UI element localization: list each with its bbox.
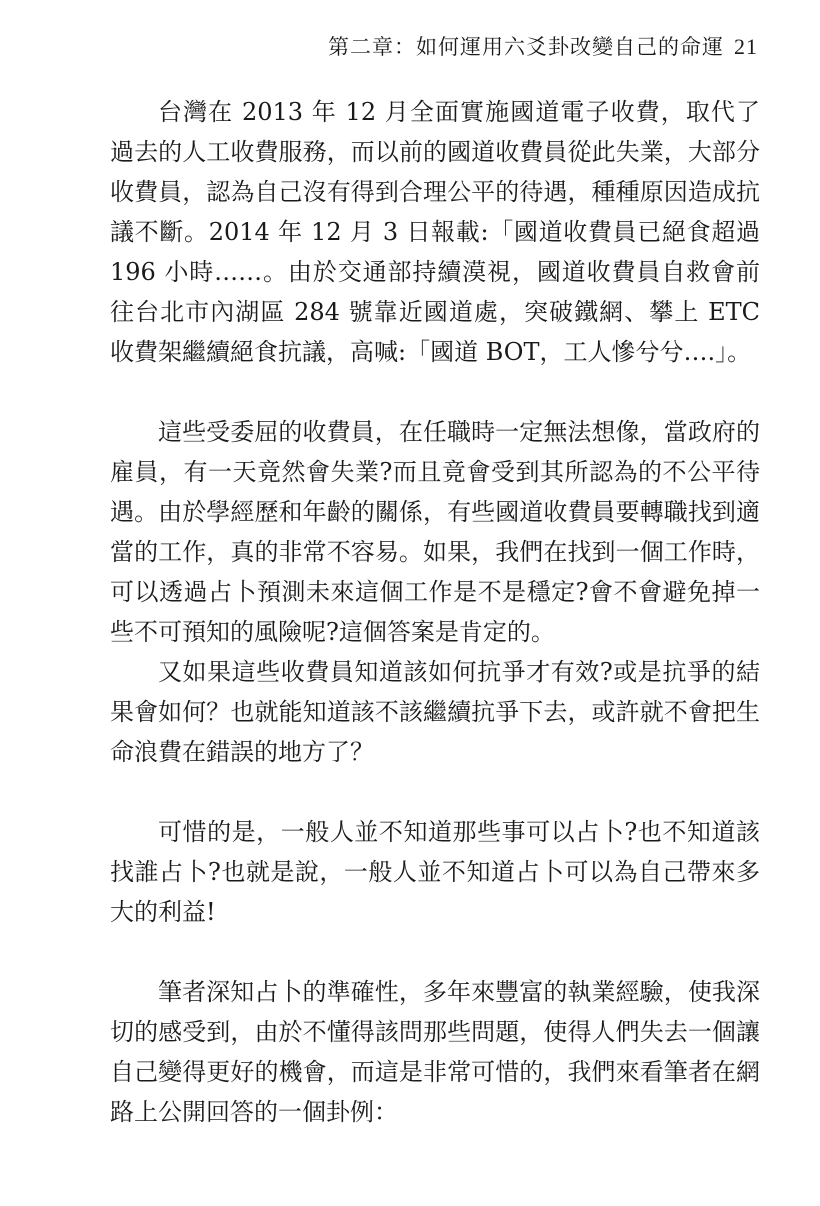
paragraph-unfair-treatment: 這些受委屈的收費員，在任職時一定無法想像，當政府的雇員，有一天竟然會失業?而且竟會受到其所認為的不公平待遇。由於學經歷和年齡的關係，有些國道收費員要轉職找到適當的工作，真的非常不容易。如果，我們在找到一個工作時，可以透過占卜預測未來這個工作是不是穩定?會不會避免掉一些不可預知的風險呢?這個答案是肯定的。 (110, 418, 760, 646)
paragraph-gap (110, 372, 760, 412)
paragraph-protest-outcome: 又如果這些收費員知道該如何抗爭才有效?或是抗爭的結果會如何？也就能知道該不該繼續抗爭下去，或許就不會把生命浪費在錯誤的地方了？ (110, 658, 760, 766)
body-text (110, 92, 760, 1132)
paragraph-gap (110, 932, 760, 972)
page-number: 21 (734, 34, 758, 59)
paragraph-toll-collectors-protest: 台灣在 2013 年 12 月全面實施國道電子收費，取代了過去的人工收費服務，而以前的國道收費員從此失業，大部分收費員，認為自己沒有得到合理公平的待遇，種種原因造成抗議不斷。2014 年 12 月 3 日報載:「國道收費員已絕食超過 196 小時……。由於交通部持續漠視，國道收費員自救會前往台北市內湖區 284 號靠近國道處，突破鐵網、攀上 ETC 收費架繼續絕食抗議，高喊:「國道 BOT，工人慘兮兮….」。 (110, 98, 760, 366)
chapter-title: 第二章：如何運用六爻卦改變自己的命運 (328, 35, 724, 59)
paragraph-divination-benefit: 可惜的是，一般人並不知道那些事可以占卜?也不知道該找誰占卜?也就是說，一般人並不知道占卜可以為自己帶來多大的利益! (110, 818, 760, 926)
paragraph-gap (110, 772, 760, 812)
paragraph-author-experience: 筆者深知占卜的準確性，多年來豐富的執業經驗，使我深切的感受到，由於不懂得該問那些問題，使得人們失去一個讓自己變得更好的機會，而這是非常可惜的，我們來看筆者在網路上公開回答的一個卦例： (110, 978, 760, 1126)
running-header (328, 34, 758, 60)
